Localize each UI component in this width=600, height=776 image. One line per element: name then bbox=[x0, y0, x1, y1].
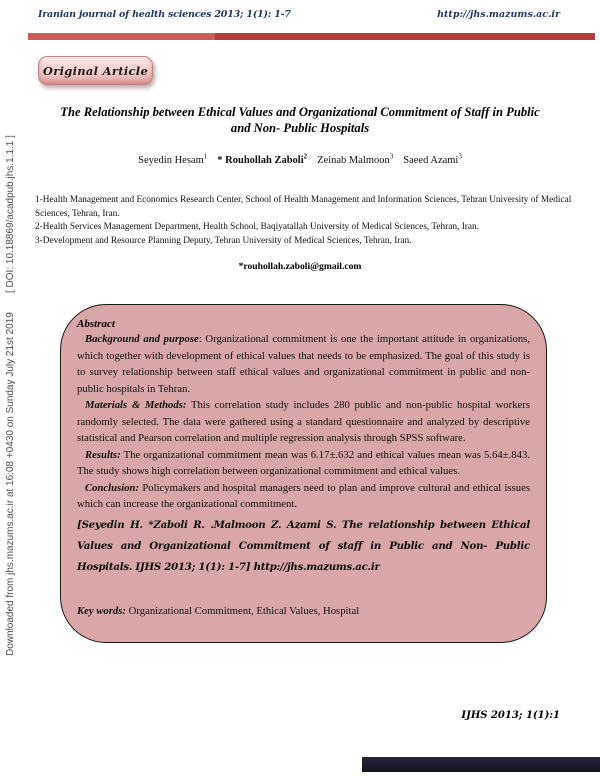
download-watermark: Downloaded from jhs.mazums.ac.ir at 16:08 +0430 on Sunday July 21st 2019 bbox=[5, 312, 16, 656]
footer-page-reference: IJHS 2013; 1(1):1 bbox=[461, 710, 560, 721]
abstract-background: Background and purpose: Organizational commitment is one the important attitude in organizations, which together with development of ethical values that needs to be emphasized. The goal of this study is to survey relationship between staff ethical values and organizational commitment in public and non- public hospitals in Tehran. bbox=[77, 333, 530, 395]
author-1-affil-sup: 1 bbox=[203, 152, 208, 160]
affiliation-3: 3-Development and Resource Planning Deputy, Tehran University of Medical Sciences, Tehran, Iran. bbox=[35, 235, 412, 246]
author-3-affil-sup: 3 bbox=[389, 152, 394, 160]
affiliation-list bbox=[35, 194, 593, 248]
author-2-affil-sup: 2 bbox=[303, 152, 308, 160]
affiliation-1: 1-Health Management and Economics Research Center, School of Health Management and Information Sciences, Tehran University of Medical Sciences, Tehran, Iran. bbox=[35, 195, 572, 219]
doi-watermark: [ DOI: 10.18869/acadpub.jhs.1.1.1 ] bbox=[5, 135, 16, 293]
article-title bbox=[50, 104, 550, 136]
abstract-conclusion: Conclusion: Policymakers and hospital managers need to plan and improve cultural and ethical issues which can increase the organizational commitment. bbox=[77, 481, 530, 510]
author-1: Seyedin Hesam$^1$ bbox=[138, 152, 208, 166]
header-rule bbox=[28, 33, 595, 40]
author-list bbox=[0, 152, 600, 166]
author-4: Saeed Azami$^3$ bbox=[403, 152, 462, 166]
abstract-methods: Materials & Methods: This correlation study includes 280 public and non-public hospital workers randomly selected. The data were gathered using a standard questionnaire and analyzed by descriptive statistical and Pearson correlation and multiple regression analysis through SPSS software. bbox=[77, 399, 530, 444]
author-2-corresponding: * Rouhollah Zaboli$^2$ bbox=[217, 152, 308, 166]
citation-line bbox=[77, 515, 530, 578]
author-3: Zeinab Malmoon$^3$ bbox=[317, 152, 394, 166]
affiliation-2: 2-Health Services Management Department, Health School, Baqiyatallah University of Medical Sciences, Tehran, Iran. bbox=[35, 222, 479, 232]
abstract-results-label: Results: bbox=[85, 448, 121, 461]
bottom-dark-bar bbox=[362, 757, 600, 772]
keywords-line: Key words: Organizational Commitment, Ethical Values, Hospital bbox=[77, 604, 360, 617]
keywords-label: Key words: bbox=[77, 604, 126, 617]
abstract-box bbox=[60, 304, 547, 643]
abstract-conclusion-label: Conclusion: bbox=[85, 481, 140, 494]
citation-authors: [Seyedin H. *Zaboli R. .Malmoon Z. Azami S. bbox=[77, 518, 342, 531]
article-title-line2: and Non- Public Hospitals bbox=[230, 121, 370, 135]
citation-title: The relationship between Ethical Values and Organizational Commitment of staff in Public and Non- Public Hospitals. IJHS 2013; 1(1): 1-7] http://jhs.mazums.ac.ir bbox=[77, 518, 530, 573]
journal-name-header: Iranian journal of health sciences 2013; 1(1): 1-7 bbox=[38, 9, 291, 20]
corresponding-email-link[interactable]: *rouhollah.zaboli@gmail.com bbox=[238, 261, 362, 272]
corresponding-email-row bbox=[0, 261, 600, 272]
original-article-label: Original Article bbox=[42, 63, 149, 78]
article-title-line1: The Relationship between Ethical Values and Organizational Commitment of Staff in Public bbox=[60, 105, 540, 119]
journal-url-link[interactable]: http://jhs.mazums.ac.ir bbox=[437, 9, 560, 20]
abstract-results: Results: The organizational commitment mean was 6.17±.632 and ethical values mean was 5.64±.843. The study shows high correlation between organizational commitment and ethical values. bbox=[77, 448, 530, 477]
abstract-heading: Abstract bbox=[77, 318, 115, 330]
original-article-badge bbox=[38, 56, 153, 85]
abstract-methods-label: Materials & Methods: bbox=[85, 399, 187, 411]
abstract-background-label: Background and purpose bbox=[85, 333, 199, 345]
author-4-affil-sup: 3 bbox=[458, 152, 462, 160]
